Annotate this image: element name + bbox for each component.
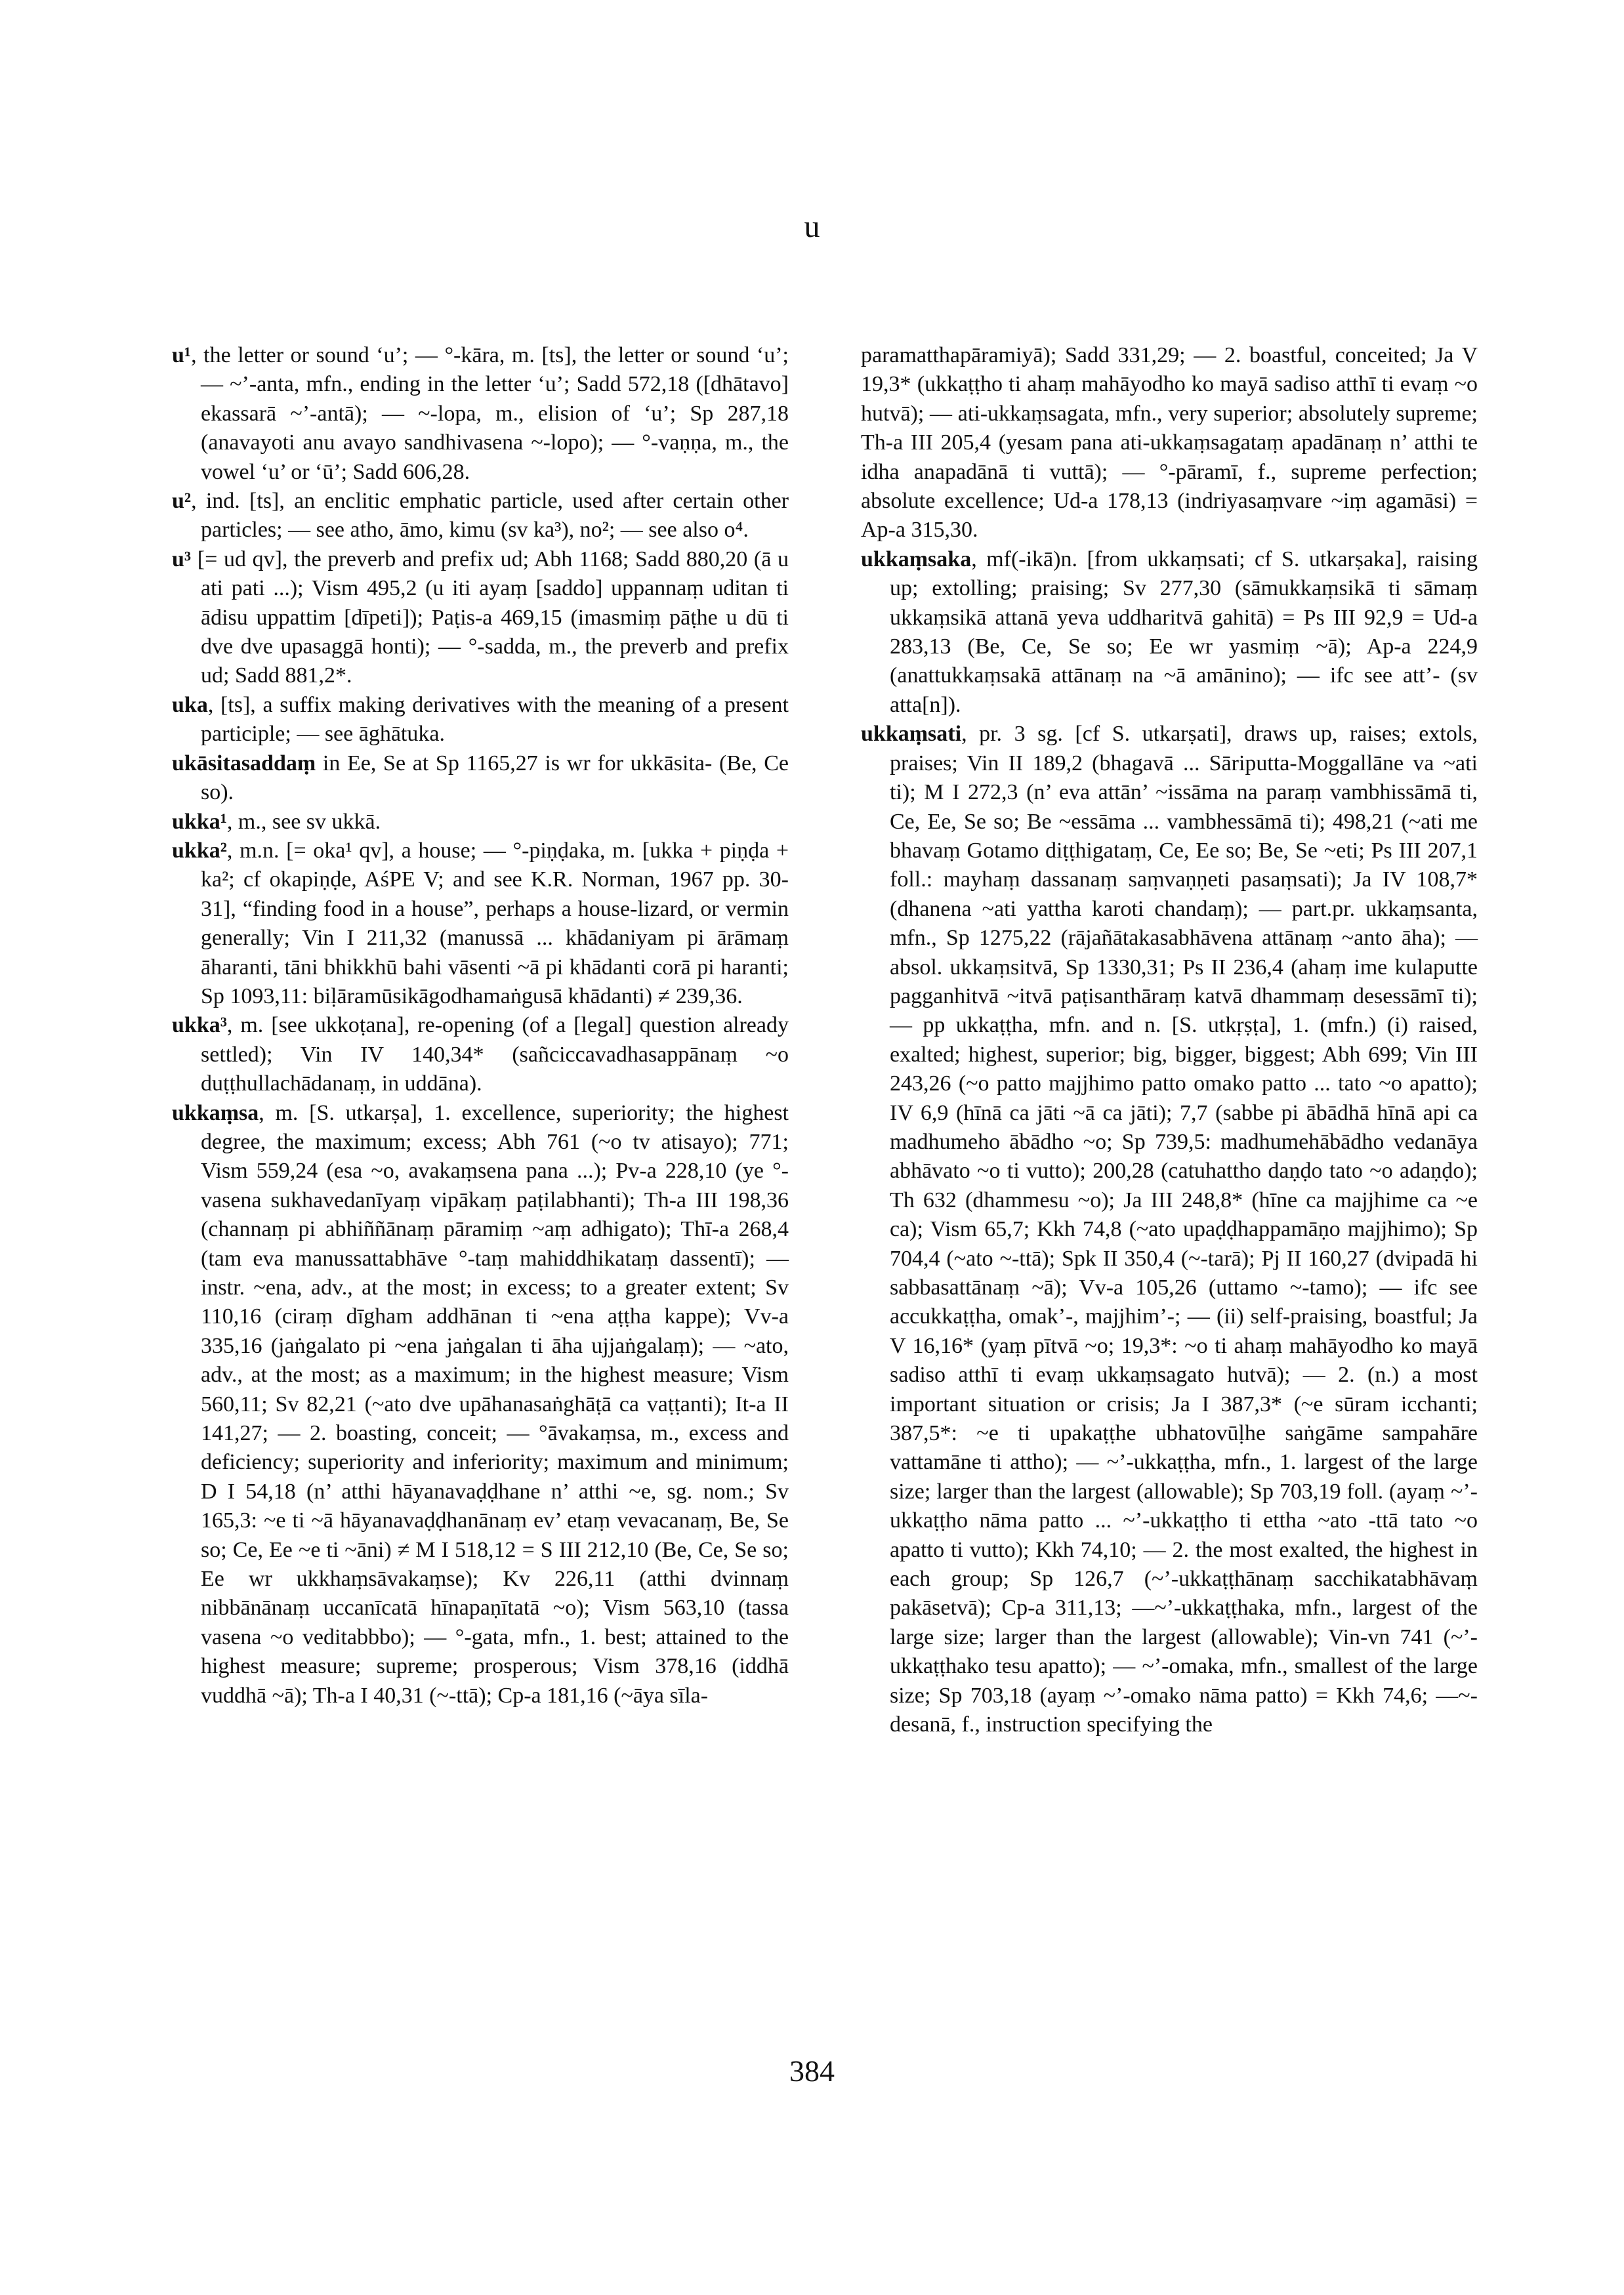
headword: ukāsitasaddaṃ xyxy=(172,751,316,775)
entry-ukkamsati xyxy=(861,720,1478,1739)
entry-text: , m., see sv ukkā. xyxy=(226,809,381,834)
headword: ukka³ xyxy=(172,1013,227,1038)
page-number: 384 xyxy=(789,2054,835,2088)
entry-text: in Ee, Se at Sp 1165,27 is wr for ukkāsita- (Be, Ce so). xyxy=(201,751,789,805)
entry-text: paramatthapāramiyā); Sadd 331,29; — 2. boastful, conceited; Ja V 19,3* (ukkaṭṭho ti ahaṃ mahāyodho ko mayā sadiso atthī ti evaṃ ~o hutvā); — ati-ukkaṃsagata, mfn., very superior; absolutely supreme; Th-a III 205,4 (yesam pana ati-ukkaṃsagataṃ apadānaṃ n’ atthi te idha anapadānā ti vuttā); — °-pāramī, f., supreme perfection; absolute excellence; Ud-a 178,13 (indriyasaṃvare ~iṃ agamāsi) = Ap-a 315,30. xyxy=(861,343,1478,543)
headword: ukkaṃsati xyxy=(861,722,962,747)
left-column xyxy=(172,341,789,1710)
entry-u2 xyxy=(172,487,789,545)
headword: uka xyxy=(172,692,208,717)
entry-text: , the letter or sound ‘u’; — °-kāra, m. [ts], the letter or sound ‘u’; — ~’-anta, mfn., ending in the letter ‘u’; Sadd 572,18 ([dhātavo] ekassarā ~’-antā); — ~-lopa, m., elision of ‘u’; Sp 287,18 (anavayoti anu avayo sandhivasena ~-lopo); — °-vaṇṇa, m., the vowel ‘u’ or ‘ū’; Sadd 606,28. xyxy=(191,343,789,484)
entry-text: , ind. [ts], an enclitic emphatic particle, used after certain other particles; — see atho, āmo, kimu (sv ka³), no²; — see also o⁴. xyxy=(191,489,789,543)
entry-continuation xyxy=(861,341,1478,545)
entry-ukka2 xyxy=(172,837,789,1011)
entry-text: , [ts], a suffix making derivatives with the meaning of a present participle; — see āghātuka. xyxy=(201,692,789,747)
headword: u¹ xyxy=(172,343,192,367)
entry-u1 xyxy=(172,341,789,487)
entry-ukka1 xyxy=(172,808,789,837)
headword: ukka¹ xyxy=(172,809,227,834)
entry-text: , m.n. [= oka¹ qv], a house; — °-piṇḍaka, m. [ukka + piṇḍa + ka²; cf okapiṇḍe, AśPE V; and see K.R. Norman, 1967 pp. 30-31], “finding food in a house”, perhaps a house-lizard, or vermin generally; Vin I 211,32 (manussā ... khādaniyam pi ārāmaṃ āharanti, tāni bhikkhū bahi vāsenti ~ā pi khādanti corā pi haranti; Sp 1093,11: biḷāramūsikāgodhamaṅgusā khādanti) ≠ 239,36. xyxy=(201,838,789,1008)
right-column xyxy=(861,341,1478,1740)
entry-ukasitasaddam xyxy=(172,749,789,808)
entry-ukka3 xyxy=(172,1011,789,1098)
page-letter-header: u xyxy=(804,209,820,244)
headword: ukka² xyxy=(172,838,227,863)
entry-text: , m. [S. utkarṣa], 1. excellence, superiority; the highest degree, the maximum; excess; Abh 761 (~o tv atisayo); 771; Vism 559,24 (esa ~o, avakaṃsena pana ...); Pv-a 228,10 (ye °-vasena sukhavedanīyaṃ vipākaṃ paṭilabhanti); Th-a III 198,36 (channaṃ pi abhiññānaṃ pāramiṃ ~aṃ adhigato); Thī-a 268,4 (tam eva manussattabhāve °-taṃ mahiddhikataṃ dassentī); — instr. ~ena, adv., at the most; in excess; to a greater extent; Sv 110,16 (ciraṃ dīgham addhānan ti ~ena aṭṭha kappe); Vv-a 335,16 (jaṅgalato pi ~ena jaṅgalan ti āha ujjaṅgalaṃ); — ~ato, adv., at the most; as a maximum; in the highest measure; Vism 560,11; Sv 82,21 (~ato dve upāhanasaṅghāṭā ca vaṭṭanti); It-a II 141,27; — 2. boasting, conceit; — °āvakaṃsa, m., excess and deficiency; superiority and inferiority; maximum and minimum; D I 54,18 (n’ atthi hāyanavaḍḍhane n’ atthi ~e, sg. nom.; Sv 165,3: ~e ti ~ā hāyanavaḍḍhanānaṃ ev’ etaṃ vevacanaṃ, Be, Se so; Ce, Ee ~e ti ~āni) ≠ M I 518,12 = S III 212,10 (Be, Ce, Se so; Ee wr ukkhaṃsāvakaṃse); Kv 226,11 (atthi dvinnaṃ nibbānānaṃ uccanīcatā hīnapaṇītatā ~o); Vism 563,10 (tassa vasena ~o veditabbbo); — °-gata, mfn., 1. best; attained to the highest measure; supreme; prosperous; Vism 378,16 (iddhā vuddhā ~ā); Th-a I 40,31 (~-ttā); Cp-a 181,16 (~āya sīla- xyxy=(201,1100,789,1708)
entry-text: , pr. 3 sg. [cf S. utkarṣati], draws up, raises; extols, praises; Vin II 189,2 (bhagavā ... Sāriputta-Moggallāne va ~ati ti); M I 272,3 (n’ eva attān’ ~issāma na paraṃ vambhissāmā ti, Ce, Ee, Se so; Be ~essāma ... vambhessāmā ti); 498,21 (~ati me bhavaṃ Gotamo diṭṭhigataṃ, Ce, Ee so; Be, Se ~eti; Ps III 207,1 foll.: mayhaṃ dassanaṃ saṃvaṇṇeti pasaṃsati); Ja IV 108,7* (dhanena ~ati yattha karoti chandaṃ); — part.pr. ukkaṃsanta, mfn., Sp 1275,22 (rājañātakasabhāvena attānaṃ ~anto āha); — absol. ukkaṃsitvā, Sp 1330,31; Ps II 236,4 (ahaṃ ime kulaputte pagganhitvā ~itvā paṭisanthāraṃ katvā dhammaṃ desessāmī ti); — pp ukkaṭṭha, mfn. and n. [S. utkṛṣṭa], 1. (mfn.) (i) raised, exalted; highest, superior; big, bigger, biggest; Abh 699; Vin III 243,26 (~o patto majjhimo patto omako patto ... tato ~o apatto); IV 6,9 (hīnā ca jāti ~ā ca jāti); 7,7 (sabbe pi ābādhā hīnā api ca madhumeho ābādho ~o; Sp 739,5: madhumehābādho vedanāya abhāvato ~o ti vutto); 200,28 (catuhattho daṇḍo tato ~o adaṇḍo); Th 632 (dhammesu ~o); Ja III 248,8* (hīne ca majjhime ca ~e ca); Vism 65,7; Kkh 74,8 (~ato upaḍḍhappamāṇo majjhimo); Sp 704,4 (~ato ~-ttā); Spk II 350,4 (~-tarā); Pj II 160,27 (dvipadā hi sabbasattānaṃ ~ā); Vv-a 105,26 (uttamo ~-tamo); — ifc see accukkaṭṭha, omak’-, majjhim’-; — (ii) self-praising, boastful; Ja V 16,16* (yaṃ pītvā ~o; 19,3*: ~o ti ahaṃ mahāyodho ko mayā sadiso atthī ti evaṃ ukkaṃsagato hutvā); — 2. (n.) a most important situation or crisis; Ja I 387,3* (~e sūram icchanti; 387,5*: ~e ti upakaṭṭhe ubhatovūḷhe saṅgāme sampahāre vattamāne ti attho); — ~’-ukkaṭṭha, mfn., 1. largest of the large size; larger than the largest (allowable); Sp 703,19 foll. (ayaṃ ~’-ukkaṭṭho nāma patto ... ~’-ukkaṭṭho ti ettha ~ato -ttā tato ~o apatto ti vutto); Kkh 74,10; — 2. the most exalted, the highest in each group; Sp 126,7 (~’-ukkaṭṭhānaṃ sacchikatabhāvaṃ pakāsetvā); Cp-a 311,13; —~’-ukkaṭṭhaka, mfn., largest of the large size; larger than the largest (allowable); Vin-vn 741 (~’-ukkaṭṭhako tesu apatto); — ~’-omaka, mfn., smallest of the large size; Sp 703,18 (ayaṃ ~’-omako nāma patto) = Kkh 74,6; —~-desanā, f., instruction specifying the xyxy=(890,722,1478,1737)
headword: u² xyxy=(172,489,192,514)
entry-uka xyxy=(172,691,789,749)
entry-text: , mf(-ikā)n. [from ukkaṃsati; cf S. utkarṣaka], raising up; extolling; praising; Sv 277,30 (sāmukkaṃsikā ti sāmaṃ ukkaṃsikā attanā yeva uddharitvā gahitā) = Ps III 92,9 = Ud-a 283,13 (Be, Ce, Se so; Ee wr yasmiṃ ~ā); Ap-a 224,9 (anattukkaṃsakā attānaṃ na ~ā amānino); — ifc see att’- (sv atta[n]). xyxy=(890,547,1478,717)
headword: ukkaṃsa xyxy=(172,1100,259,1125)
entry-text: [= ud qv], the preverb and prefix ud; Abh 1168; Sadd 880,20 (ā u ati pati ...); Vism 495,2 (u iti ayaṃ [saddo] uppannaṃ uditan ti ādisu uppattim [dīpeti]); Paṭis-a 469,15 (imasmiṃ pāṭhe u dū ti dve dve upasaggā honti); — °-sadda, m., the preverb and prefix ud; Sadd 881,2*. xyxy=(191,547,789,688)
headword: u³ xyxy=(172,547,192,571)
entry-ukkamsa xyxy=(172,1099,789,1711)
entry-text: , m. [see ukkoṭana], re-opening (of a [legal] question already settled); Vin IV 140,34* (sañciccavadhasappānaṃ ~o duṭṭhullachādanaṃ, in uddāna). xyxy=(201,1013,789,1096)
entry-ukkamsaka xyxy=(861,545,1478,720)
entry-u3 xyxy=(172,545,789,691)
headword: ukkaṃsaka xyxy=(861,547,972,571)
